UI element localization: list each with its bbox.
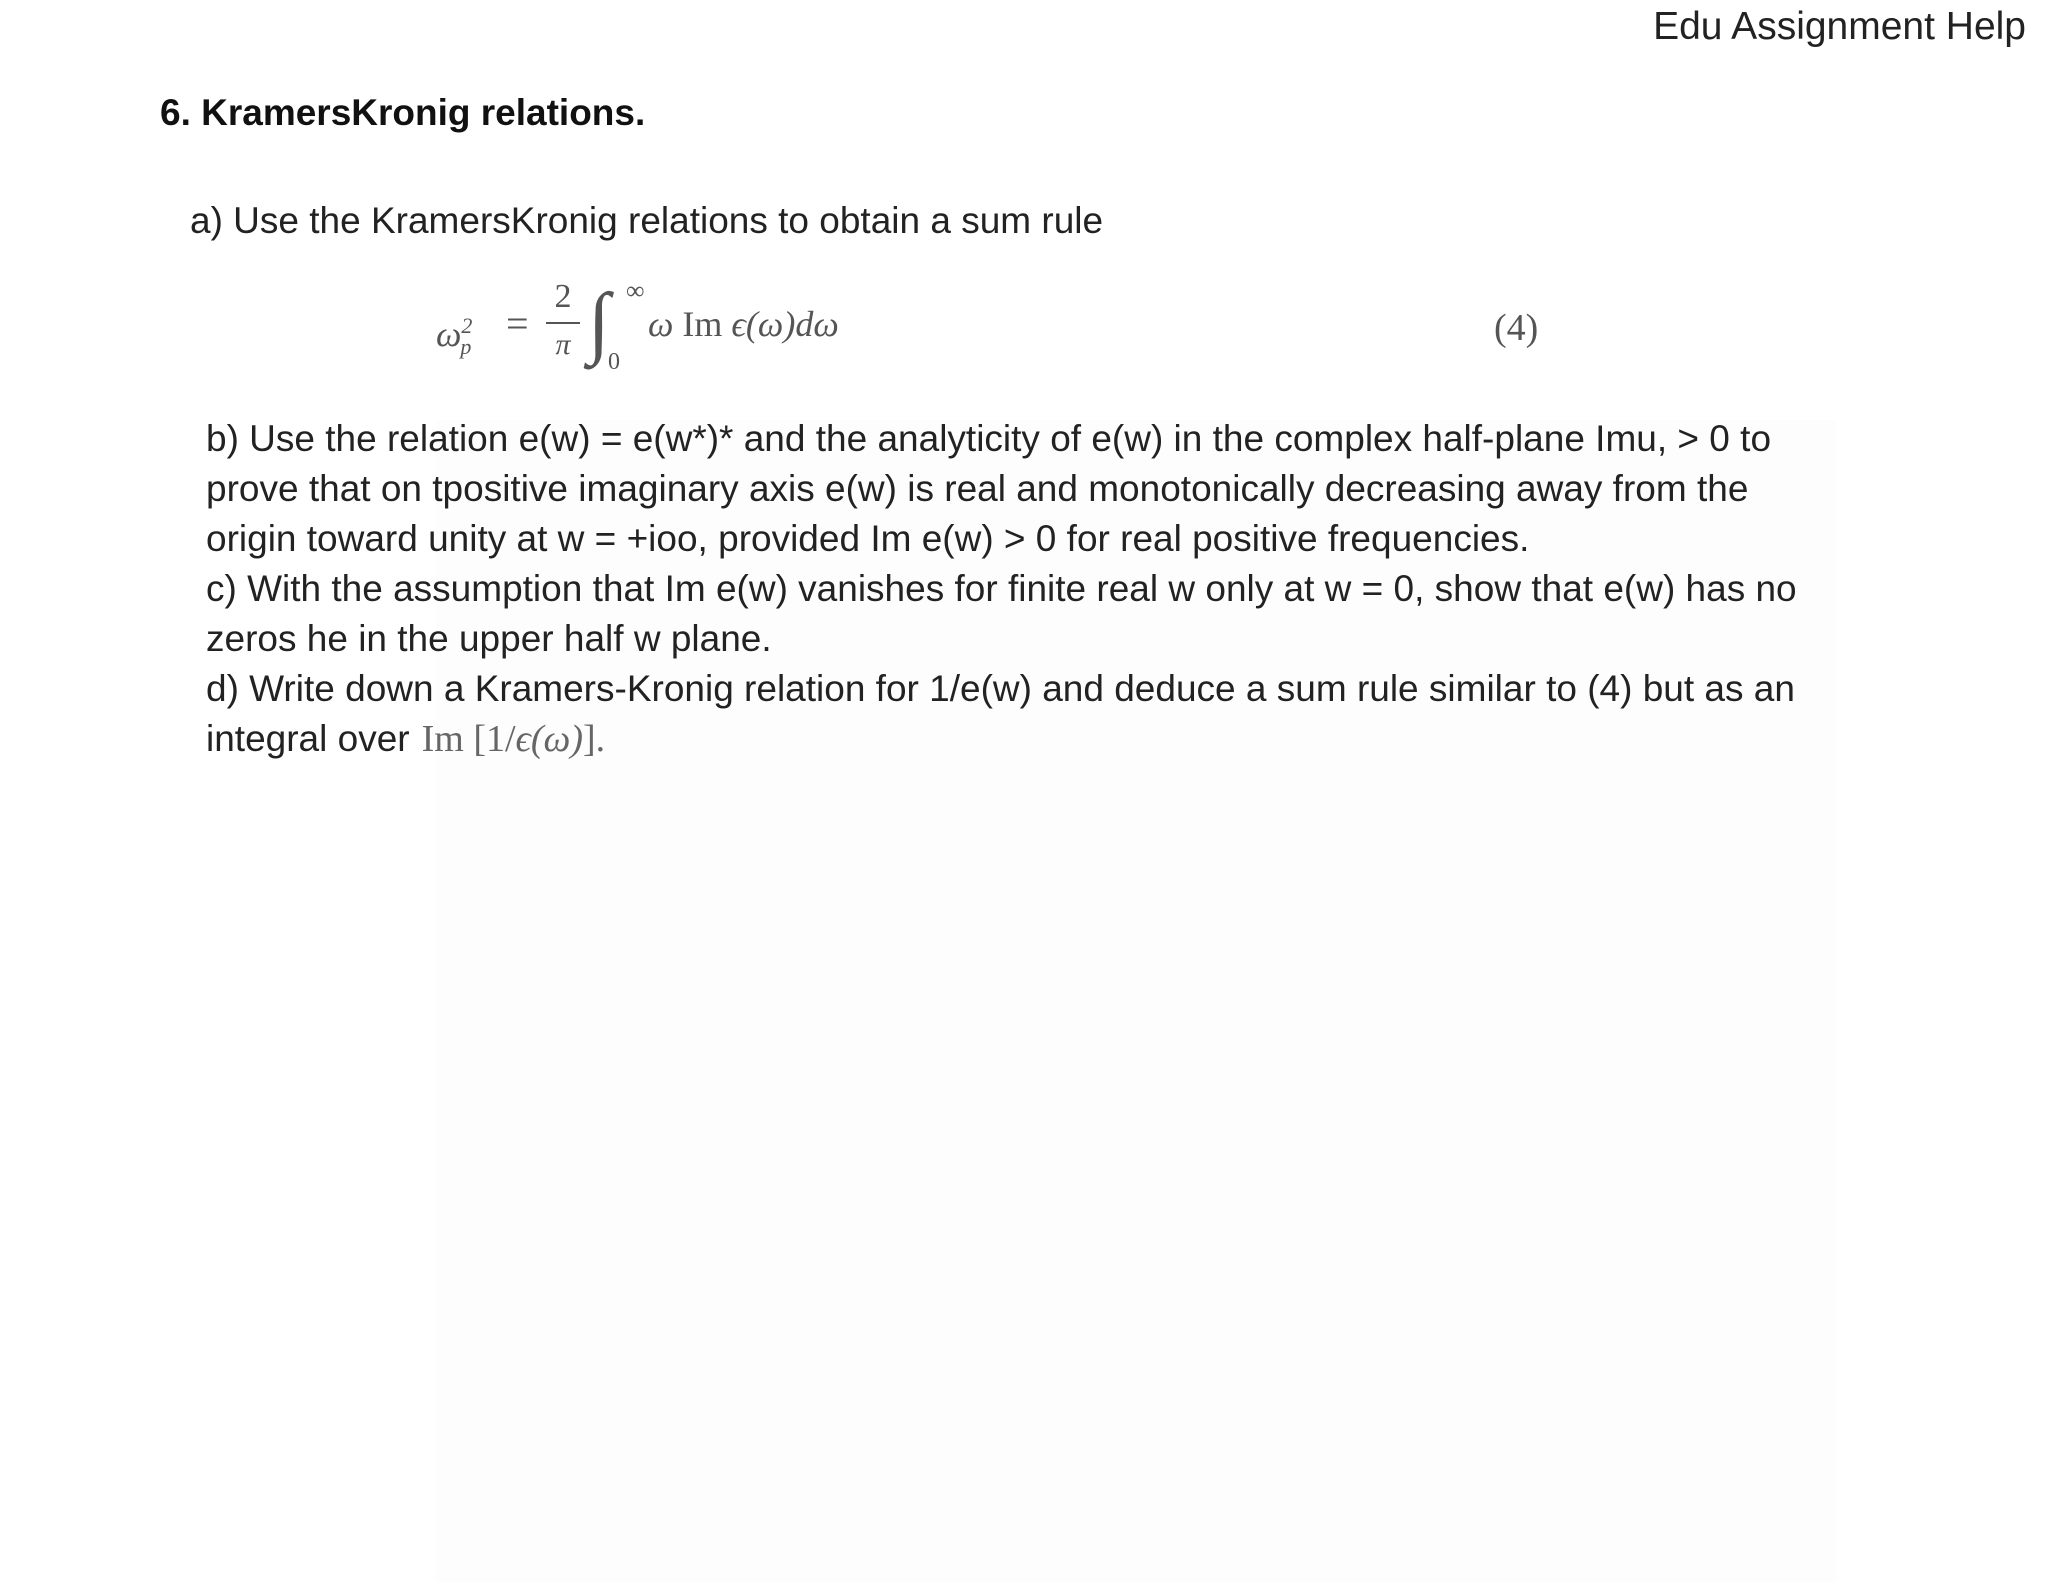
part-d-last-text: integral over <box>206 718 410 759</box>
part-b-line: prove that on tpositive imaginary axis e(w) is real and monotonically decreasing away from the <box>206 468 1749 509</box>
part-b-line: b) Use the relation e(w) = e(w*)* and the analyticity of e(w) in the complex half-plane Imu, > 0 to <box>206 418 1772 459</box>
equation-fraction <box>544 278 582 362</box>
part-d-last-line <box>206 714 1906 764</box>
equation-number: (4) <box>1494 307 1539 349</box>
equation-lhs <box>436 306 471 367</box>
integrand-omega: ω <box>648 304 674 344</box>
lhs-subscript: p <box>460 334 472 360</box>
inline-math-expression <box>422 718 606 760</box>
integrand-epsilon: ϵ(ω)dω <box>731 304 839 344</box>
part-a-text: a) Use the KramersKronig relations to obtain a sum rule <box>190 200 1104 241</box>
inline-math-open: [1/ <box>473 718 516 760</box>
inline-math-im: Im <box>421 718 464 760</box>
integrand <box>648 304 839 344</box>
sum-rule-equation <box>430 272 890 384</box>
lhs-omega: ω <box>436 314 462 354</box>
problem-parts <box>206 414 1906 764</box>
fraction-bar <box>546 322 580 324</box>
fraction-numerator: 2 <box>554 278 572 315</box>
fraction-denominator: π <box>555 328 571 361</box>
lhs-exponent: 2 <box>461 313 473 338</box>
inline-math-close: ]. <box>583 718 606 760</box>
brand-watermark: Edu Assignment Help <box>1653 5 2026 48</box>
part-b-line: origin toward unity at w = +ioo, provided Im e(w) > 0 for real positive frequencies. <box>206 518 1530 559</box>
part-c-line: zeros he in the upper half w plane. <box>206 618 772 659</box>
part-d-line: d) Write down a Kramers-Kronig relation for 1/e(w) and deduce a sum rule similar to (4) but as an <box>206 668 1795 709</box>
integrand-im: Im <box>682 304 723 344</box>
integral-lower-limit: 0 <box>608 349 620 375</box>
problem-title: 6. KramersKronig relations. <box>160 92 646 133</box>
integral-upper-limit: ∞ <box>626 276 645 305</box>
part-c-line: c) With the assumption that Im e(w) vanishes for finite real w only at w = 0, show that e(w) has no <box>206 568 1797 609</box>
equation-equals: = <box>506 301 529 346</box>
integral-sign: ∫ <box>588 278 610 366</box>
inline-math-epsilon: ϵ(ω) <box>515 718 583 760</box>
